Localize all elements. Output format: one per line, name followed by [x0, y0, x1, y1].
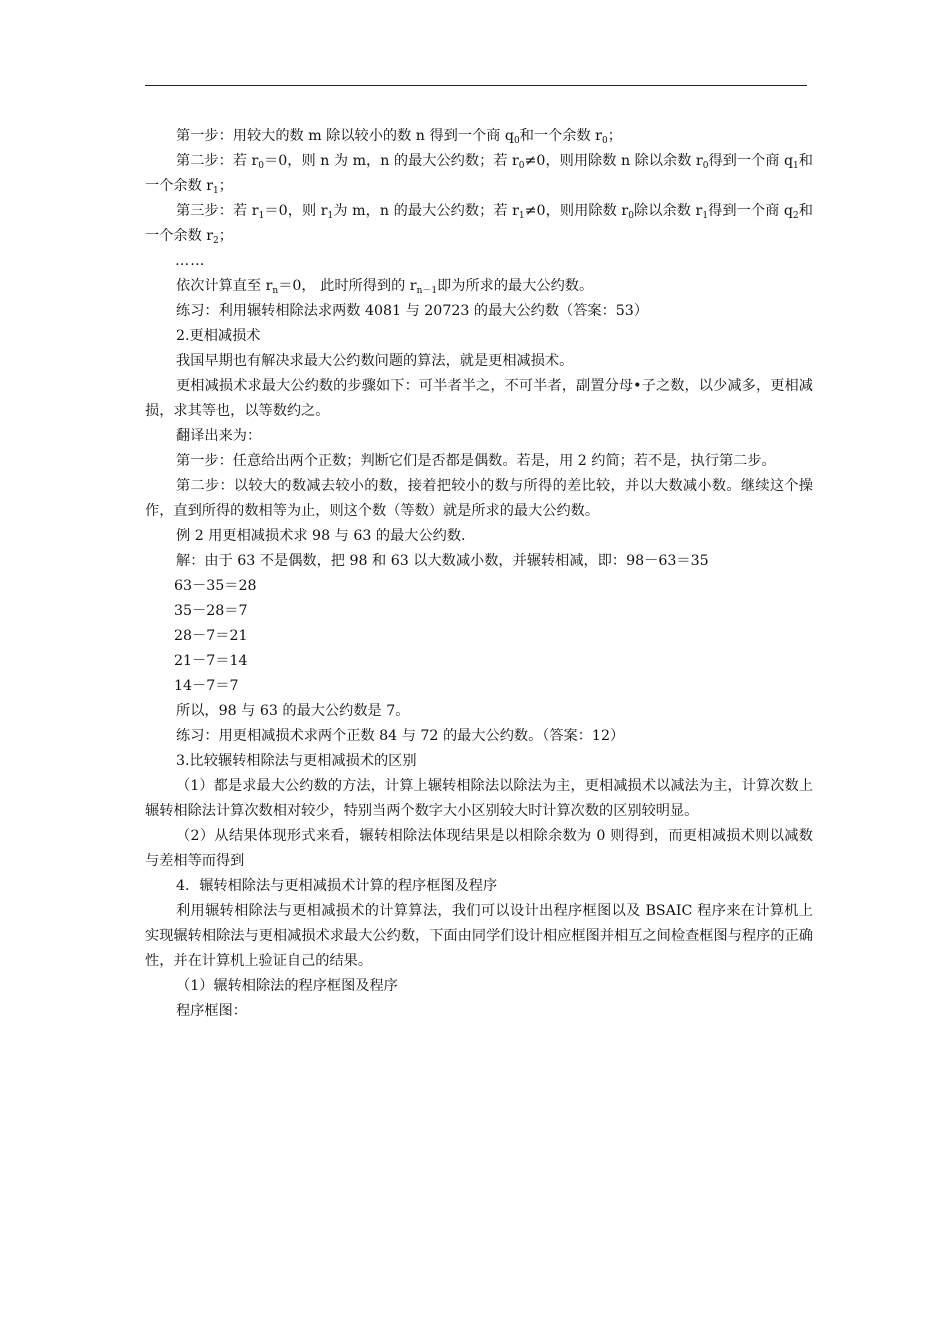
translate-paragraph: 翻译出来为： [176, 428, 262, 444]
until-paragraph: 依次计算直至 $r_n=0$， 此时所得到的 $r_{n-1}$即为所求的最大公约数。 [176, 278, 594, 296]
compare-2: （2）从结果体现形式来看，辗转相除法体现结果是以相除余数为 0 则得到，而更相减损术则以减数与差相等而得到 [145, 828, 813, 869]
exercise-1: 练习：利用辗转相除法求两数 4081 与 20723 的最大公约数（答案：53） [176, 303, 649, 319]
document-body [145, 124, 813, 1024]
ellipsis: …… [175, 253, 206, 269]
step2-paragraph: 第二步：若 $r_0=0$，则 n 为 m，n 的最大公约数；若 $r_0\ne 0$，则用除数 n 除以余数 $r_0$得到一个商 $q_1$和一个余数 $r_1$； [145, 153, 813, 196]
section-heading-4: 4．辗转相除法与更相减损术计算的程序框图及程序 [176, 878, 498, 894]
compare-1: （1）都是求最大公约数的方法，计算上辗转相除法以除法为主，更相减损术以减法为主，计算次数上辗转相除法计算次数相对较少，特别当两个数字大小区别较大时计算次数的区别较明显。 [145, 778, 813, 819]
program-paragraph: 利用辗转相除法与更相减损术的计算算法，我们可以设计出程序框图以及 BSAIC 程序来在计算机上实现辗转相除法与更相减损术求最大公约数，下面由同学们设计相应框图并相互之间检查框图与程序的正确性，并在计算机上验证自己的结果。 [145, 903, 813, 969]
conclusion: 所以，98 与 63 的最大公约数是 7。 [176, 703, 410, 719]
flowchart-label: 程序框图： [176, 1003, 247, 1019]
subtract-step2: 第二步：以较大的数减去较小的数，接着把较小的数与所得的差比较，并以大数减小数。继续这个操作，直到所得的数相等为止，则这个数（等数）就是所求的最大公约数。 [145, 478, 813, 519]
early-paragraph: 我国早期也有解决求最大公约数问题的算法，就是更相减损术。 [176, 353, 574, 369]
calc-line: 21－7＝14 [174, 653, 248, 669]
calc-line: 14－7＝7 [174, 678, 239, 694]
header-rule [145, 85, 807, 86]
step3-paragraph: 第三步：若 $r_1=0$，则 $r_1$为 m，n 的最大公约数；若 $r_1\ne 0$，则用除数 $r_0$除以余数 $r_1$得到一个商 $q_2$和一个余数 $r_2$； [145, 203, 813, 246]
solution-line: 解：由于 63 不是偶数，把 98 和 63 以大数减小数，并辗转相减，即：98－63＝35 [176, 553, 709, 569]
steps-paragraph: 更相减损术求最大公约数的步骤如下：可半者半之，不可半者，副置分母•子之数，以少减多，更相减损，求其等也，以等数约之。 [145, 378, 813, 419]
calc-line: 63－35＝28 [174, 578, 257, 594]
subtract-step1: 第一步：任意给出两个正数；判断它们是否都是偶数。若是，用 2 约简；若不是，执行第二步。 [176, 453, 776, 469]
section-heading-3: 3.比较辗转相除法与更相减损术的区别 [176, 753, 417, 769]
section-heading-2: 2.更相减损术 [176, 328, 261, 344]
exercise-2: 练习：用更相减损术求两个正数 84 与 72 的最大公约数。（答案：12） [176, 728, 625, 744]
step1-paragraph: 第一步：用较大的数 m 除以较小的数 n 得到一个商 $q_0$和一个余数 $r_0$； [176, 128, 622, 146]
subsection-1: （1）辗转相除法的程序框图及程序 [176, 978, 398, 994]
example-2: 例 2 用更相减损术求 98 与 63 的最大公约数. [176, 528, 466, 544]
calc-line: 28－7＝21 [174, 628, 248, 644]
calc-line: 35－28＝7 [174, 603, 248, 619]
